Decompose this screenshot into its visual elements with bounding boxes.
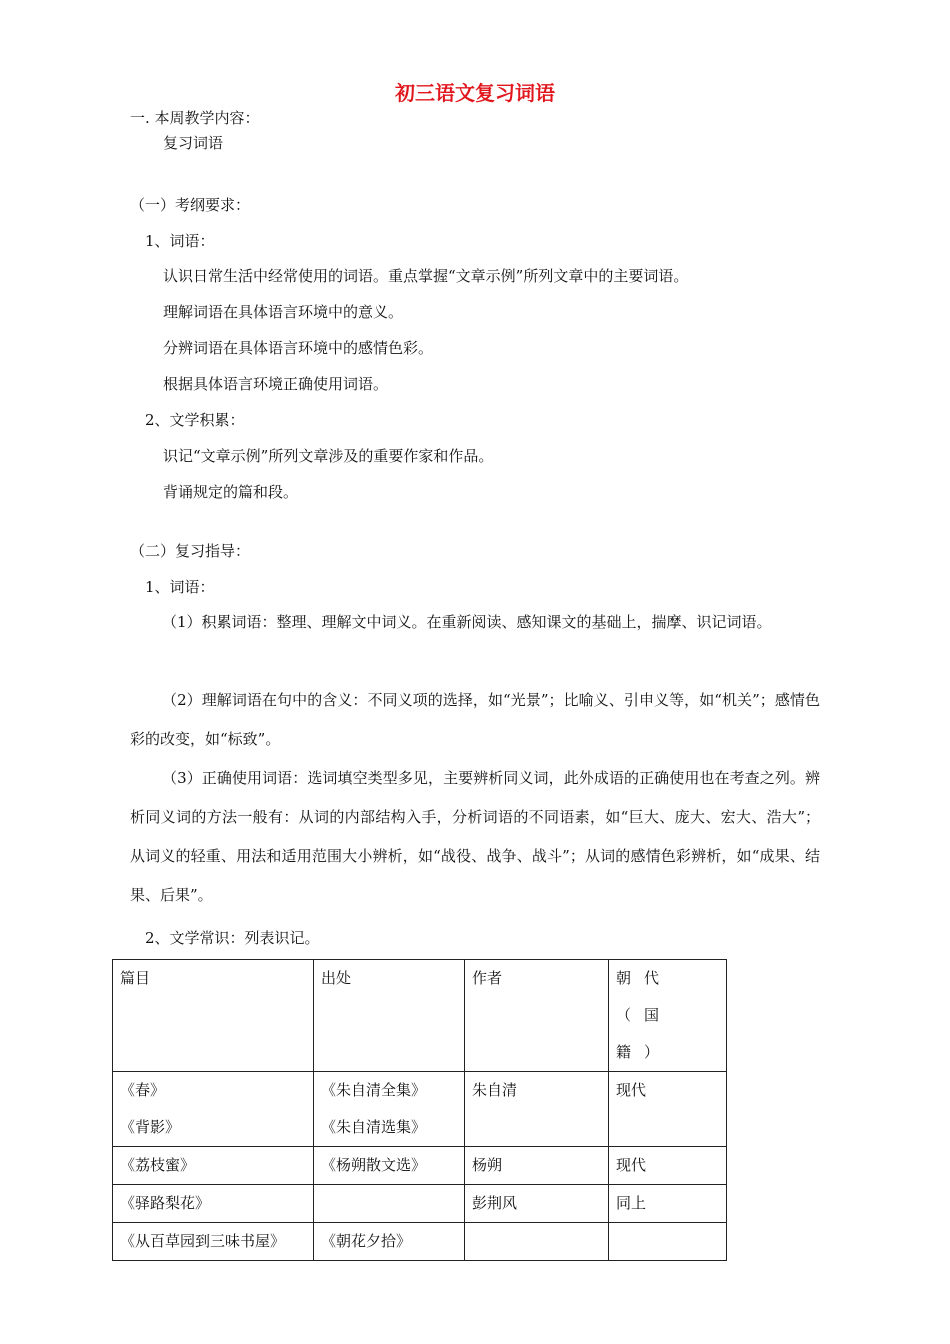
part1-item2-label: 2、文学积累： [145,411,245,429]
table-row [113,1185,727,1223]
table-row [113,1072,727,1147]
cell-title: 《从百草园到三味书屋》 [113,1223,314,1261]
header-title: 篇目 [113,960,314,1072]
part2-heading: （二）复习指导： [130,542,251,560]
cell-era [609,1223,727,1261]
cell-title: 《驿路梨花》 [113,1185,314,1223]
cell-era: 同上 [609,1185,727,1223]
cell-author: 杨朔 [465,1147,609,1185]
cell-author: 朱自清 [465,1072,609,1147]
header-author: 作者 [465,960,609,1072]
part1-item2-line: 背诵规定的篇和段。 [163,483,299,501]
cell-author: 彭荆风 [465,1185,609,1223]
literature-table [112,959,727,1261]
part1-heading: （一）考纲要求： [130,196,251,214]
cell-source: 《朱自清全集》 《朱自清选集》 [314,1072,465,1147]
part1-item1-line: 认识日常生活中经常使用的词语。重点掌握“文章示例”所列文章中的主要词语。 [163,267,689,285]
cell-era: 现代 [609,1072,727,1147]
table-header-row [113,960,727,1072]
part1-item2-line: 识记“文章示例”所列文章涉及的重要作家和作品。 [163,447,494,465]
cell-source: 《朝花夕拾》 [314,1223,465,1261]
section1-content: 复习词语 [163,134,224,152]
cell-author [465,1223,609,1261]
guide-paragraph-2: （2）理解词语在句中的含义：不同义项的选择，如“光景”；比喻义、引申义等，如“机关”；感情色彩的改变，如“标致”。 [130,691,820,748]
part1-item1-line: 根据具体语言环境正确使用词语。 [163,375,389,393]
header-era: 朝代（国籍） [609,960,727,1072]
part1-item1-line: 理解词语在具体语言环境中的意义。 [163,303,404,321]
section1-heading: 一. 本周教学内容： [130,109,260,127]
part2-item1-label: 1、词语： [145,578,215,596]
cell-era: 现代 [609,1147,727,1185]
table-row [113,1147,727,1185]
cell-title: 《荔枝蜜》 [113,1147,314,1185]
header-source: 出处 [314,960,465,1072]
document-title: 初三语文复习词语 [395,81,555,105]
guide-paragraph-1: （1）积累词语：整理、理解文中词义。在重新阅读、感知课文的基础上，揣摩、识记词语。 [162,613,772,631]
part1-item1-label: 1、词语： [145,232,215,250]
table-row [113,1223,727,1261]
part1-item1-line: 分辨词语在具体语言环境中的感情色彩。 [163,339,434,357]
part2-item2-label: 2、文学常识：列表识记。 [145,929,320,947]
guide-paragraph-3: （3）正确使用词语：选词填空类型多见，主要辨析同义词，此外成语的正确使用也在考查之列。辨析同义词的方法一般有：从词的内部结构入手，分析词语的不同语素，如“巨大、庞大、宏大、浩大”；从词义的轻重、用法和适用范围大小辨析，如“战役、战争、战斗”；从词的感情色彩辨析，如“成果、结果、后果”。 [130,769,820,904]
cell-title: 《春》 《背影》 [113,1072,314,1147]
cell-source: 《杨朔散文选》 [314,1147,465,1185]
cell-source [314,1185,465,1223]
